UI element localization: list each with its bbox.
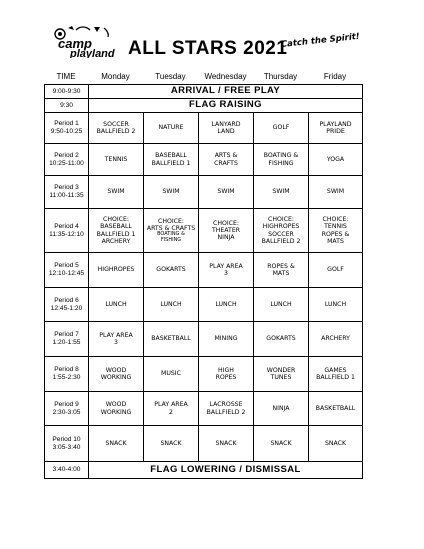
activity-cell-friday bbox=[309, 392, 363, 426]
cell-text-line: NATURE bbox=[158, 124, 184, 132]
activity-cell-thursday bbox=[254, 176, 309, 209]
activity-cell-wednesday bbox=[199, 176, 254, 209]
activity-cell-friday bbox=[309, 144, 363, 176]
cell-text-line: BALLFIELD 1 bbox=[151, 159, 191, 167]
table-row bbox=[45, 85, 363, 99]
table-row bbox=[45, 357, 363, 392]
table-row bbox=[45, 322, 363, 357]
table-row bbox=[45, 113, 363, 144]
cell-text-line: CHOICE: bbox=[158, 217, 184, 225]
cell-text-line: GOKARTS bbox=[156, 266, 186, 274]
activity-cell-thursday bbox=[254, 113, 309, 144]
column-header-tuesday: Tuesday bbox=[155, 72, 186, 81]
cell-text-line: 9:00-9:30 bbox=[52, 87, 81, 95]
activity-cell-monday bbox=[89, 113, 144, 144]
cell-text-line: Period 3 bbox=[54, 184, 79, 192]
svg-text:camp: camp bbox=[58, 36, 92, 51]
cell-text-line: CHOICE: bbox=[103, 216, 129, 224]
cell-text-line: BASEBALL bbox=[100, 223, 132, 231]
cell-text-line: CRAFTS bbox=[214, 159, 238, 167]
column-header-monday: Monday bbox=[101, 72, 130, 81]
cell-text-line: CHOICE: bbox=[322, 216, 349, 224]
cell-text-line: FISHING bbox=[160, 236, 182, 243]
cell-text-line: Period 9 bbox=[54, 400, 79, 408]
full-day-activity: FLAG RAISING bbox=[89, 99, 363, 113]
activity-cell-tuesday bbox=[144, 288, 199, 322]
table-row bbox=[45, 462, 363, 479]
cell-text-line: TENNIS bbox=[324, 223, 347, 231]
cell-text-line: 10:25-11:00 bbox=[49, 159, 84, 167]
activity-cell-monday bbox=[89, 144, 144, 176]
activity-cell-monday bbox=[89, 253, 144, 288]
cell-text-line: SWIM bbox=[217, 188, 235, 196]
activity-cell-tuesday bbox=[144, 209, 199, 253]
activity-cell-monday bbox=[89, 209, 144, 253]
cell-text-line: Period 2 bbox=[54, 151, 79, 159]
cell-text-line: ARTS & bbox=[214, 152, 238, 160]
activity-cell-tuesday bbox=[144, 322, 199, 357]
activity-cell-friday bbox=[309, 176, 363, 209]
time-cell bbox=[45, 357, 89, 392]
cell-text-line: PLAY AREA bbox=[154, 401, 188, 409]
cell-text-line: ROPES & bbox=[321, 230, 350, 238]
table-row bbox=[45, 392, 363, 426]
cell-text-line: ROPES bbox=[215, 374, 237, 381]
cell-text-line: 3:40-4:00 bbox=[52, 466, 81, 474]
cell-text-line: PLAY AREA bbox=[209, 262, 243, 270]
svg-text:playland: playland bbox=[70, 48, 115, 58]
cell-text-line: WOOD bbox=[105, 401, 127, 409]
activity-cell-thursday bbox=[254, 357, 309, 392]
cell-text-line: ARCHERY bbox=[101, 237, 131, 245]
cell-text-line: BALLFIELD 2 bbox=[261, 237, 301, 245]
activity-cell-tuesday bbox=[144, 392, 199, 426]
table-row bbox=[45, 99, 363, 113]
cell-text-line: MINING bbox=[214, 335, 238, 343]
activity-cell-thursday bbox=[254, 322, 309, 357]
cell-text-line: BALLFIELD 1 bbox=[316, 374, 355, 381]
time-cell bbox=[45, 462, 89, 479]
cell-text-line: GOLF bbox=[327, 266, 344, 274]
activity-cell-tuesday bbox=[144, 426, 199, 462]
cell-text-line: WORKING bbox=[100, 408, 132, 416]
cell-text-line: LUNCH bbox=[270, 300, 292, 308]
cell-text-line: LUNCH bbox=[324, 300, 347, 308]
cell-text-line: NINJA bbox=[272, 404, 290, 412]
cell-text-line: SNACK bbox=[324, 439, 347, 447]
time-cell bbox=[45, 113, 89, 144]
cell-text-line: SNACK bbox=[105, 439, 127, 447]
cell-text-line: LAND bbox=[217, 128, 235, 135]
cell-text-line: NINJA bbox=[217, 234, 235, 242]
cell-text-line: PLAY AREA bbox=[99, 331, 133, 339]
activity-cell-wednesday bbox=[199, 426, 254, 462]
cell-text-line: ARCHERY bbox=[321, 335, 350, 343]
full-day-activity: ARRIVAL / FREE PLAY bbox=[89, 85, 363, 99]
camp-playland-logo bbox=[52, 24, 118, 58]
cell-text-line: 12:45-1:20 bbox=[50, 304, 83, 312]
cell-text-line: 1:20-1:55 bbox=[52, 339, 81, 346]
time-cell bbox=[45, 144, 89, 176]
cell-text-line: ARTS & CRAFTS bbox=[146, 224, 196, 232]
cell-text-line: CHOICE: bbox=[268, 216, 294, 224]
cell-text-line: 11:35-12:10 bbox=[49, 230, 84, 238]
time-cell bbox=[45, 209, 89, 253]
time-cell bbox=[45, 176, 89, 209]
cell-text-line: BALLFIELD 2 bbox=[206, 408, 246, 416]
cell-text-line: 1:55-2:30 bbox=[52, 374, 81, 381]
activity-cell-thursday bbox=[254, 209, 309, 253]
cell-text-line: LUNCH bbox=[215, 300, 237, 308]
activity-cell-thursday bbox=[254, 426, 309, 462]
activity-cell-wednesday bbox=[199, 392, 254, 426]
cell-text-line: Period 1 bbox=[54, 120, 79, 128]
time-cell bbox=[45, 85, 89, 99]
cell-text-line: TENNIS bbox=[104, 155, 128, 163]
cell-text-line: MUSIC bbox=[161, 370, 181, 378]
cell-text-line: SOCCER bbox=[268, 230, 294, 238]
activity-cell-monday bbox=[89, 176, 144, 209]
cell-text-line: Period 5 bbox=[54, 262, 79, 270]
schedule-body bbox=[45, 85, 363, 479]
time-cell bbox=[45, 288, 89, 322]
table-row bbox=[45, 253, 363, 288]
cell-text-line: BALLFIELD 2 bbox=[96, 128, 136, 135]
time-cell bbox=[45, 99, 89, 113]
activity-cell-wednesday bbox=[199, 322, 254, 357]
cell-text-line: GAMES bbox=[324, 366, 347, 374]
cell-text-line: SNACK bbox=[160, 439, 182, 447]
cell-text-line: BASKETBALL bbox=[315, 404, 356, 412]
cell-text-line: BASKETBALL bbox=[151, 335, 191, 343]
cell-text-line: ROPES & bbox=[267, 262, 295, 270]
column-header-wednesday: Wednesday bbox=[204, 72, 247, 81]
activity-cell-thursday bbox=[254, 144, 309, 176]
time-cell bbox=[45, 426, 89, 462]
cell-text-line: 2 bbox=[169, 408, 173, 416]
column-header-time: TIME bbox=[56, 72, 76, 81]
activity-cell-wednesday bbox=[199, 209, 254, 253]
activity-cell-friday bbox=[309, 426, 363, 462]
activity-cell-monday bbox=[89, 322, 144, 357]
column-header-row bbox=[44, 72, 362, 84]
cell-text-line: SWIM bbox=[162, 188, 180, 196]
cell-text-line: WONDER bbox=[266, 366, 296, 374]
cell-text-line: BOATING & bbox=[157, 230, 185, 237]
cell-text-line: SNACK bbox=[270, 439, 292, 447]
cell-text-line: PRIDE bbox=[326, 128, 345, 135]
activity-cell-thursday bbox=[254, 253, 309, 288]
cell-text-line: LANYARD bbox=[211, 120, 241, 128]
cell-text-line: TUNES bbox=[270, 374, 292, 381]
activity-cell-thursday bbox=[254, 392, 309, 426]
table-row bbox=[45, 176, 363, 209]
cell-text-line: WOOD bbox=[105, 366, 127, 374]
activity-cell-monday bbox=[89, 426, 144, 462]
cell-text-line: PLAYLAND bbox=[319, 120, 352, 128]
cell-text-line: WORKING bbox=[100, 374, 132, 381]
cell-text-line: 3:05-3:40 bbox=[52, 443, 81, 451]
activity-cell-thursday bbox=[254, 288, 309, 322]
schedule-table bbox=[44, 84, 363, 479]
cell-text-line: SWIM bbox=[326, 188, 345, 196]
time-cell bbox=[45, 392, 89, 426]
cell-text-line: HIGHROPES bbox=[97, 266, 135, 274]
cell-text-line: Period 6 bbox=[54, 296, 79, 304]
camp-logo-graphic bbox=[52, 24, 118, 58]
cell-text-line: LUNCH bbox=[160, 300, 182, 308]
activity-cell-wednesday bbox=[199, 253, 254, 288]
cell-text-line: MATS bbox=[272, 270, 290, 277]
cell-text-line: GOKARTS bbox=[266, 335, 296, 343]
cell-text-line: 3 bbox=[224, 270, 228, 277]
activity-cell-wednesday bbox=[199, 144, 254, 176]
cell-text-line: Period 4 bbox=[54, 222, 79, 230]
activity-cell-friday bbox=[309, 113, 363, 144]
cell-text-line: Period 10 bbox=[52, 435, 81, 443]
activity-cell-tuesday bbox=[144, 176, 199, 209]
cell-text-line: Period 8 bbox=[54, 366, 79, 374]
cell-text-line: SWIM bbox=[272, 188, 290, 196]
column-header-thursday: Thursday bbox=[263, 72, 298, 81]
cell-text-line: SNACK bbox=[215, 439, 237, 447]
activity-cell-tuesday bbox=[144, 357, 199, 392]
activity-cell-wednesday bbox=[199, 357, 254, 392]
cell-text-line: CHOICE: bbox=[213, 219, 239, 227]
activity-cell-friday bbox=[309, 357, 363, 392]
activity-cell-friday bbox=[309, 322, 363, 357]
cell-text-line: FISHING bbox=[268, 159, 294, 167]
cell-text-line: THEATER bbox=[211, 226, 241, 234]
table-row bbox=[45, 288, 363, 322]
activity-cell-friday bbox=[309, 253, 363, 288]
cell-text-line: BALLFIELD 1 bbox=[96, 230, 136, 238]
activity-cell-monday bbox=[89, 288, 144, 322]
cell-text-line: HIGHROPES bbox=[262, 223, 300, 231]
cell-text-line: 9:50-10:25 bbox=[50, 128, 83, 135]
cell-text-line: SOCCER bbox=[103, 120, 129, 128]
cell-text-line: 9:30 bbox=[60, 101, 73, 109]
cell-text-line: 11:00-11:35 bbox=[49, 192, 84, 199]
page-title: ALL STARS 2021 bbox=[128, 38, 288, 59]
cell-text-line: 12:10-12:45 bbox=[48, 270, 85, 277]
cell-text-line: HIGH bbox=[218, 366, 234, 374]
activity-cell-tuesday bbox=[144, 253, 199, 288]
cell-text-line: 2:30-3:05 bbox=[52, 408, 81, 416]
cell-text-line: BASEBALL bbox=[155, 152, 187, 160]
full-day-activity: FLAG LOWERING / DISMISSAL bbox=[89, 462, 363, 479]
table-row bbox=[45, 426, 363, 462]
cell-text-line: MATS bbox=[327, 237, 344, 245]
cell-text-line: YOGA bbox=[326, 155, 345, 163]
table-row bbox=[45, 144, 363, 176]
activity-cell-monday bbox=[89, 357, 144, 392]
time-cell bbox=[45, 322, 89, 357]
activity-cell-monday bbox=[89, 392, 144, 426]
activity-cell-friday bbox=[309, 288, 363, 322]
cell-text-line: LACROSSE bbox=[209, 401, 243, 409]
cell-text-line: 3 bbox=[114, 339, 118, 346]
activity-cell-tuesday bbox=[144, 113, 199, 144]
cell-text-line: GOLF bbox=[272, 124, 290, 132]
activity-cell-tuesday bbox=[144, 144, 199, 176]
activity-cell-friday bbox=[309, 209, 363, 253]
time-cell bbox=[45, 253, 89, 288]
activity-cell-wednesday bbox=[199, 288, 254, 322]
cell-text-line: LUNCH bbox=[105, 300, 127, 308]
table-row bbox=[45, 209, 363, 253]
cell-text-line: SWIM bbox=[107, 188, 125, 196]
activity-cell-wednesday bbox=[199, 113, 254, 144]
cell-text-line: Period 7 bbox=[54, 331, 79, 339]
column-header-friday: Friday bbox=[323, 72, 347, 81]
tagline: Catch the Spirit! bbox=[280, 31, 361, 50]
cell-text-line: BOATING & bbox=[263, 152, 299, 160]
